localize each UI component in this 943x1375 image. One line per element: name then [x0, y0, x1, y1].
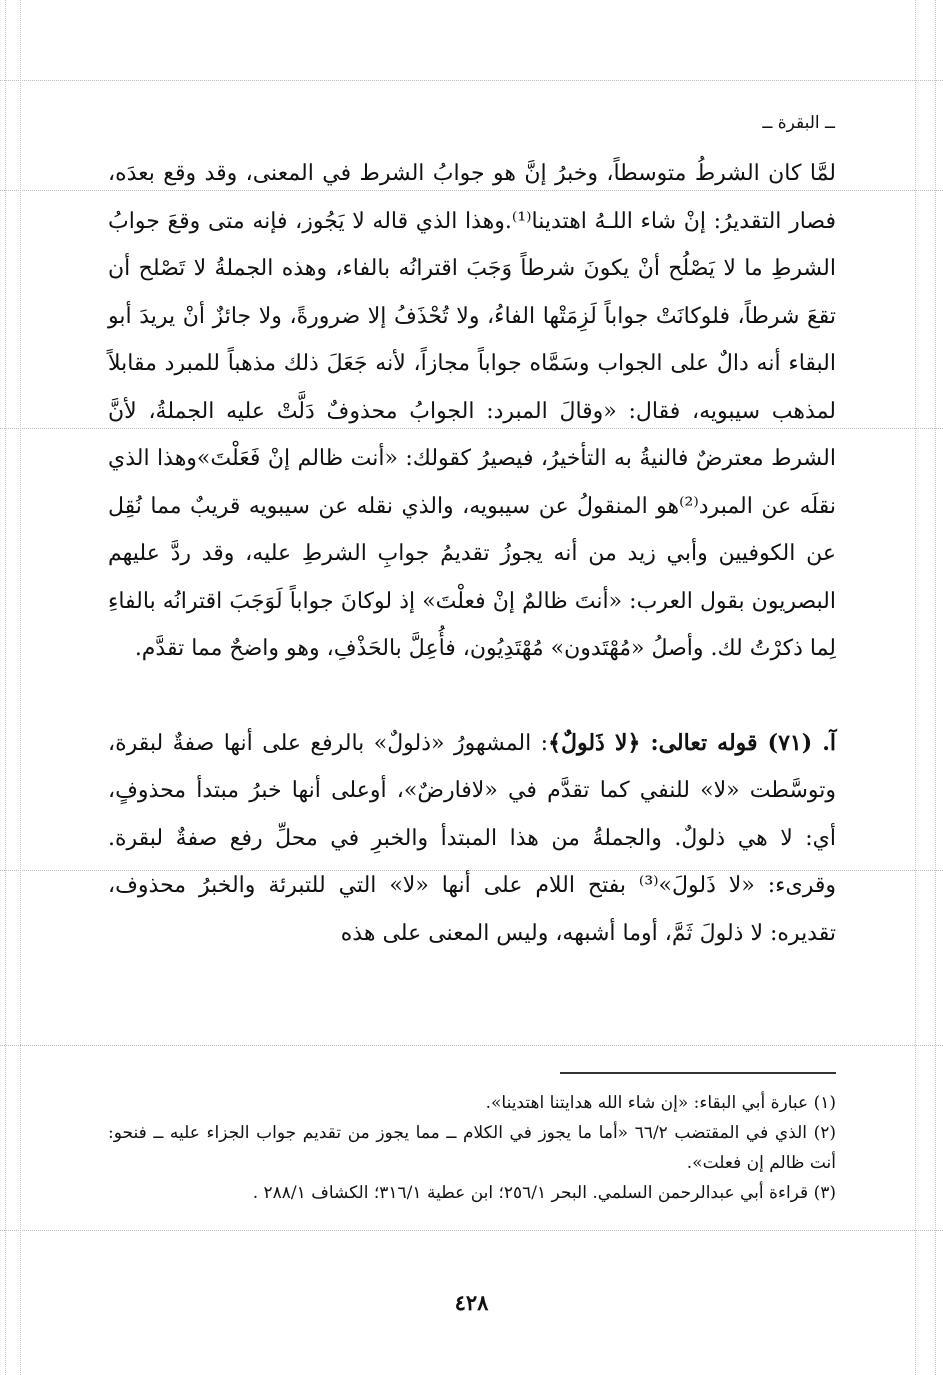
scan-artifact-line [5, 0, 6, 1375]
paragraph: لمَّا كان الشرطُ متوسطاً، وخبرُ إنَّ هو جوابُ الشرط في المعنى، وقد وقع بعدَه، فصار التقديرُ: إنْ شاء اللـهُ اهتدينا⁽¹⁾.وهذا الذي قاله لا يَجُوز، فإنه متى وقعَ جوابُ الشرطِ ما لا يَصْلُح أنْ يكونَ شرطاً وَجَبَ اقترانُه بالفاء، وهذه الجملةُ لا تَصْلح أن تقعَ شرطاً، فلوكانَتْ جواباً لَزِمَتْها الفاءُ، ولا تُحْذَفُ إلا ضرورةً، ولا جائزٌ أنْ يريدَ أبو البقاء أنه دالٌ على الجواب وسَمَّاه جواباً مجازاً، لأنه جَعَلَ ذلك مذهباً للمبرد مقابلاً لمذهب سيبويه، فقال: «وقالَ المبرد: الجوابُ محذوفٌ دَلَّتْ عليه الجملةُ، لأنَّ الشرط معترضٌ فالنيةُ به التأخيرُ، فيصيرُ كقولك: «أنت ظالم إنْ فَعَلْتَ»وهذا الذي نقلَه عن المبرد⁽²⁾هو المنقولُ عن سيبويه، والذي نقله عن سيبويه قريبٌ مما نُقِل عن الكوفيين وأبي زيد من أنه يجوزُ تقديمُ جوابِ الشرطِ عليه، وقد ردَّ عليهم البصريون بقول العرب: «أنتَ ظالمٌ إنْ فعلْتَ» إذ لوكانَ جواباً لَوَجَبَ اقترانُه بالفاءِ لِما ذكرْتُ لك. وأصلُ «مُهْتَدون» مُهْتَدِيُون، فأُعِلَّ بالحَذْفِ، وهو واضحٌ مما تقدَّم. [108, 161, 837, 661]
footnote: (٢) الذي في المقتضب ٦٦/٢ «أما ما يجوز في الكلام ــ مما يجوز من تقديم جواب الجزاء عليه ــ فنحو: أنت ظالم إن فعلت». [108, 1123, 837, 1173]
scan-artifact-line [935, 0, 936, 1375]
scan-artifact-line [0, 80, 943, 81]
scan-artifact-line [20, 0, 21, 1375]
page-number: ٤٢٨ [454, 1290, 489, 1315]
footnote-separator [560, 1072, 836, 1074]
footnotes [108, 1088, 836, 1208]
paragraph: آ. (٧١) قوله تعالى: ﴿لا ذَلولٌ﴾: المشهورُ «ذلولٌ» بالرفع على أنها صفةٌ لبقرة، وتوسَّطت «لا» للنفي كما تقدَّم في «لافارضٌ»، أوعلى أنها خبرُ مبتدأ محذوفٍ، أي: لا هي ذلولٌ. والجملةُ من هذا المبتدأ والخبرِ في محلِّ رفع صفةٌ لبقرة. وقرىء: «لا ذَلولَ»⁽³⁾ بفتح اللام على أنها «لا» التي للتبرئة والخبرُ محذوف، تقديره: لا ذلولَ ثَمَّ، أوما أشبهه، وليس المعنى على هذه [108, 729, 837, 946]
verse-label: آ. (٧١) قوله تعالى: ﴿لا ذَلولٌ﴾ [548, 729, 837, 756]
footnote: (٣) قراءة أبي عبدالرحمن السلمي. البحر ٢٥٦/١؛ ابن عطية ٣١٦/١؛ الكشاف ٢٨٨/١ . [252, 1183, 836, 1203]
footnote: (١) عبارة أبي البقاء: «إن شاء الله هدايتنا اهتدينا». [485, 1093, 836, 1113]
scan-artifact-line [0, 1045, 943, 1046]
main-text [108, 150, 836, 957]
scan-artifact-line [915, 0, 916, 1375]
running-header: ــ البقرة ــ [762, 113, 835, 133]
scan-artifact-line [0, 1230, 943, 1231]
